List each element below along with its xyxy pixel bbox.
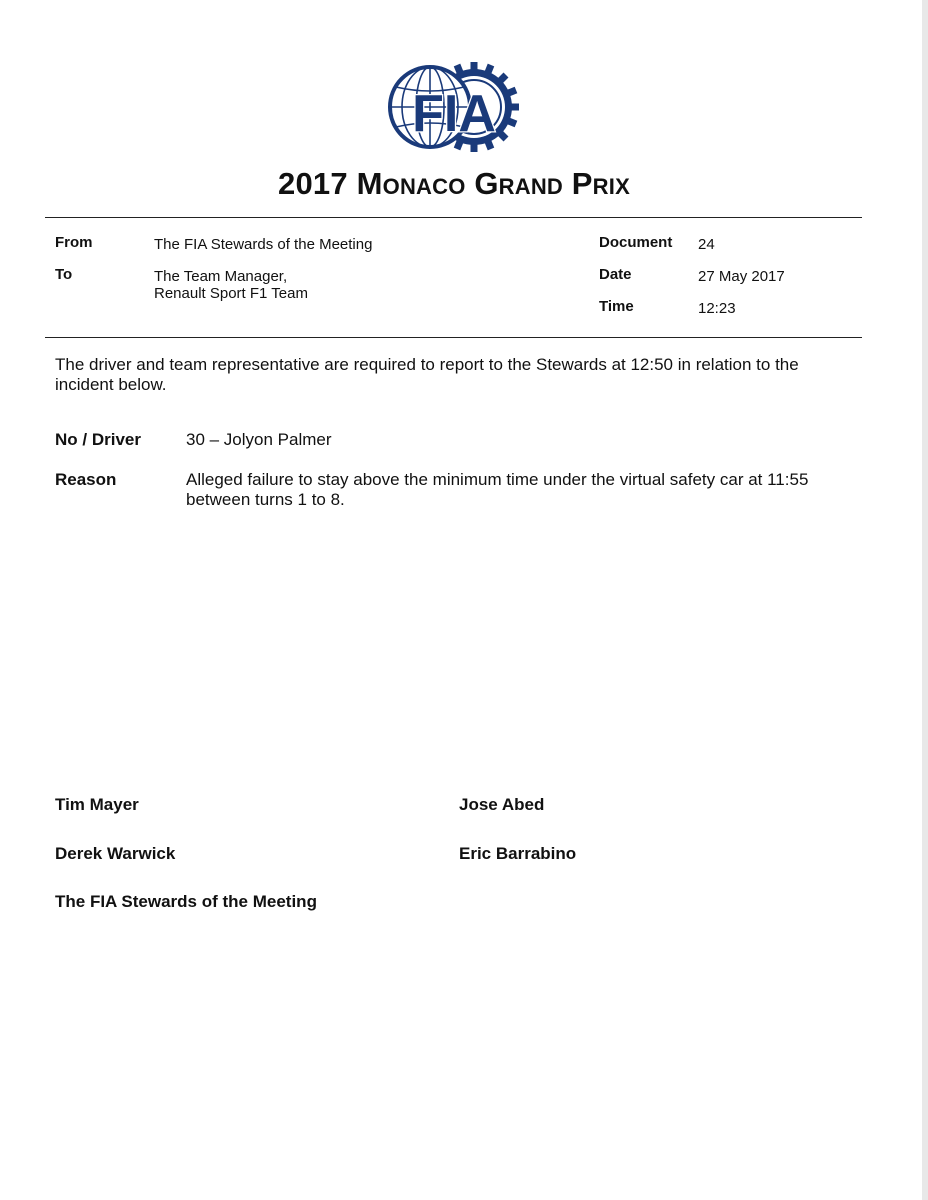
summons-text [55,355,855,395]
to-value-line2: Renault Sport F1 Team [154,285,308,302]
steward-name: Eric Barrabino [459,844,577,863]
steward-name: Derek Warwick [55,844,176,863]
header-bottom-divider [45,337,862,338]
summons-line1: The driver and team representative are required to report to the Stewards at 12:50 in relation to the [55,355,799,374]
reason-label: Reason [55,470,117,489]
driver-label: No / Driver [55,430,141,449]
date-value: 27 May 2017 [698,268,785,285]
document-label: Document [599,234,673,251]
reason-value [186,470,856,510]
to-label: To [55,266,73,283]
time-label: Time [599,298,634,315]
time-value: 12:23 [698,300,736,317]
header-top-divider [45,217,862,218]
svg-text:FIA: FIA [412,85,496,143]
date-label: Date [599,266,632,283]
summons-line2: incident below. [55,375,167,394]
driver-value: 30 – Jolyon Palmer [186,430,332,449]
page-edge [922,0,928,1200]
reason-line1: Alleged failure to stay above the minimum time under the virtual safety car at 11:55 [186,470,809,489]
from-label: From [55,234,93,251]
reason-line2: between turns 1 to 8. [186,490,345,509]
stewards-footer: The FIA Stewards of the Meeting [55,892,317,911]
to-value [154,268,308,302]
to-value-line1: The Team Manager, [154,268,288,285]
document-value: 24 [698,236,715,253]
page-title: 2017 Monaco Grand Prix [278,166,630,201]
steward-name: Tim Mayer [55,795,139,814]
fia-logo [388,62,522,154]
from-value: The FIA Stewards of the Meeting [154,236,373,253]
steward-name: Jose Abed [459,795,545,814]
